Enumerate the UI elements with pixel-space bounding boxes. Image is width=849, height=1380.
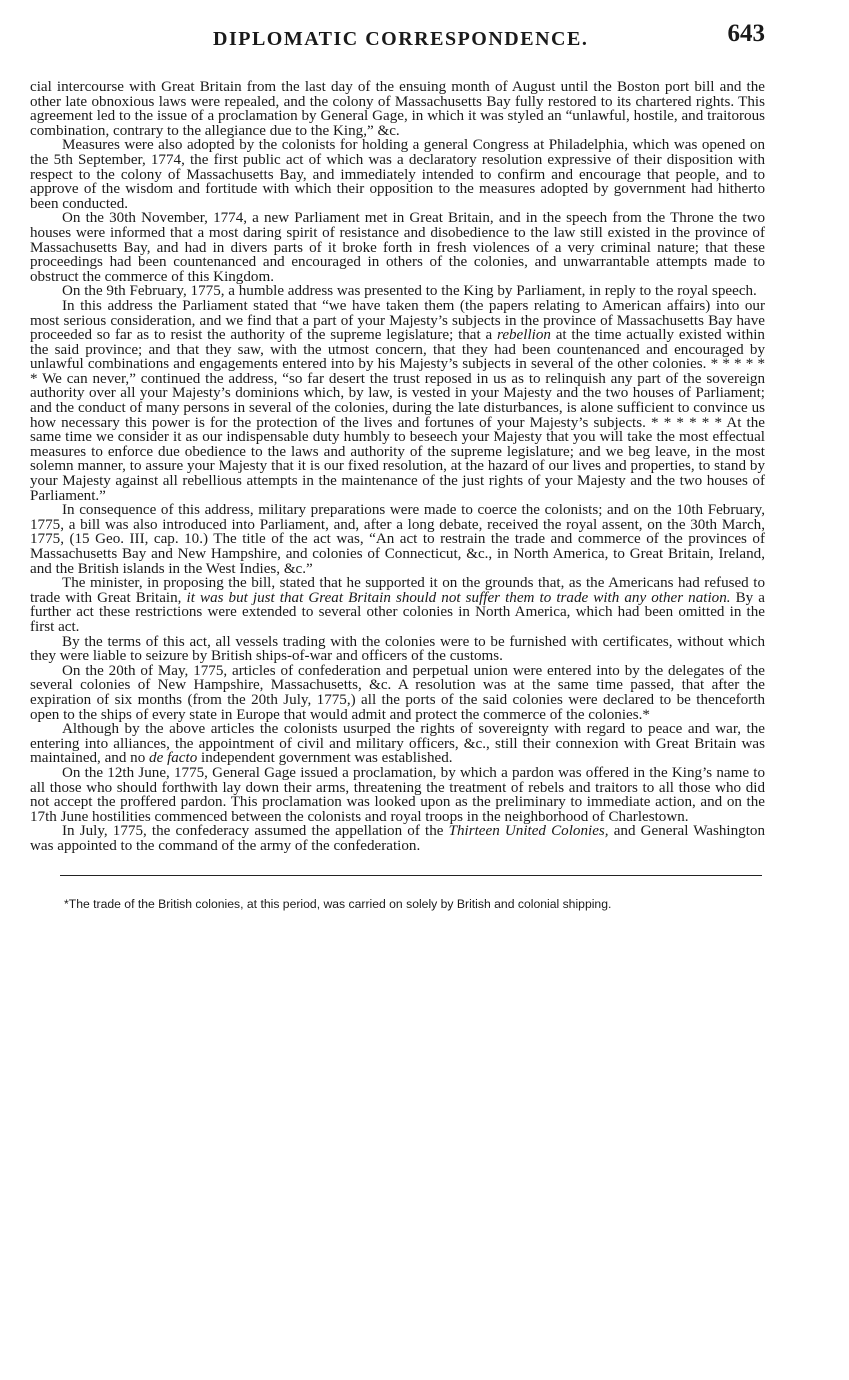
text-run: In this address the Parliament stated that “we have taken them (the papers relating to American affairs) into our most serious consideration, and we find that a part of your Majesty’s subjects in the province of Massachusetts Bay have proceeded so far as to resist the authority of the supreme legislature; that a (30, 297, 765, 344)
text-run: By a further act these restrictions were extended to several other colonies in North America, which had been omitted in the first act. (30, 589, 765, 635)
body-paragraph (30, 635, 765, 664)
footnote: *The trade of the British colonies, at this period, was carried on solely by British and colonial shipping. (64, 897, 612, 912)
italic-text: de facto (149, 750, 198, 767)
text-run: The minister, in proposing the bill, stated that he supported it on the grounds that, as the Americans had refused to trade with Great Britain, (30, 575, 765, 606)
text-run: On the 30th November, 1774, a new Parliament met in Great Britain, and in the speech from the Throne the two houses were informed that a most daring spirit of resistance and disobedience to the law still existed in the province of Massachusetts Bay, and had in divers parts of it broke forth in fresh violences of a very criminal nature; that these proceedings had been countenanced and encouraged in others of the colonies, and unwarrantable attempts made to obstruct the commerce of this Kingdom. (30, 210, 765, 285)
body-paragraph (30, 664, 765, 722)
body-paragraph (30, 722, 765, 766)
italic-text: it was but just that Great Britain should not suffer them to trade with any other nation. (186, 589, 731, 606)
text-run: independent government was established. (197, 750, 453, 767)
text-run: In July, 1775, the confederacy assumed the appellation of the (62, 823, 449, 840)
body-paragraph (30, 80, 765, 138)
text-run: Although by the above articles the colonists usurped the rights of sovereignty with regard to peace and war, the entering into alliances, the appointment of civil and military officers, &c., still their connexion with Great Britain was maintained, and no (30, 721, 765, 767)
text-run: at the time actually existed within the said province; and that they saw, with the utmost concern, that they had been countenanced and encouraged by unlawful combinations and engagements entered into by his Majesty’s subjects in several of the other colonies. * * * * * * We can never,” continued the address, “so far desert the trust reposed in us as to relinquish any part of the sovereign authority over all your Majesty’s dominions which, by law, is vested in your Majesty and the two houses of Parliament; and the conduct of many persons in several of the colonies, during the late disturbances, is alone sufficient to convince us how necessary this power is for the protection of the lives and fortunes of your Majesty’s subjects. * * * * * * At the same time we consider it as our indispensable duty humbly to beseech your Majesty that you will take the most effectual measures to enforce due obedience to the laws and authority of the supreme legislature; and we beg leave, in the most solemn manner, to assure your Majesty that it is our fixed resolution, at the hazard of our lives and properties, to stand by your Majesty against all rebellious attempts in the maintenance of the just rights of your Majesty and the two houses of Parliament.” (30, 327, 765, 504)
running-title: DIPLOMATIC CORRESPONDENCE. (213, 28, 589, 50)
text-run: On the 12th June, 1775, General Gage issued a proclamation, by which a pardon was offered in the King’s name to all those who should forthwith lay down their arms, threatening the treatment of rebels and traitors to all those who did not accept the proffered pardon. This proclamation was looked upon as the preliminary to immediate action, and on the 17th June hostilities commenced between the colonists and royal troops in the neighborhood of Charlestown. (30, 764, 765, 825)
footnote-rule (60, 875, 762, 876)
text-run: cial intercourse with Great Britain from the last day of the ensuing month of August until the Boston port bill and the other late obnoxious laws were repealed, and the colony of Massachusetts Bay fully restored to its chartered rights. This agreement led to the issue of a proclamation by General Gage, in which it was styled an “unlawful, hostile, and traitorous combination, contrary to the allegiance due to the King,” &c. (30, 79, 765, 139)
body-paragraph (30, 284, 765, 299)
text-run: In consequence of this address, military preparations were made to coerce the colonists; and on the 10th February, 1775, a bill was also introduced into Parliament, and, after a long debate, received the royal assent, on the 30th March, 1775, (15 Geo. III, cap. 10.) The title of the act was, “An act to restrain the trade and commerce of the provinces of Massachusetts Bay and New Hampshire, and colonies of Connecticut, &c., in North America, to Great Britain, Ireland, and the British islands in the West Indies, &c.” (30, 502, 765, 577)
text-run: On the 20th of May, 1775, articles of confederation and perpetual union were entered into by the delegates of the several colonies of New Hampshire, Massachusetts, &c. A resolution was at the same time passed, that after the expiration of six months (from the 20th July, 1775,) all the ports of the said colonies were declared to be thenceforth open to the ships of every state in Europe that would admit and protect the commerce of the colonies.* (30, 662, 765, 723)
page-number: 643 (727, 20, 765, 47)
body-paragraph (30, 299, 765, 503)
italic-text: rebellion (497, 327, 551, 344)
italic-text: Thirteen United Colonies, (448, 823, 609, 840)
text-run: and General Washington was appointed to the command of the army of the confederation. (30, 823, 766, 854)
text-run: On the 9th February, 1775, a humble address was presented to the King by Parliament, in reply to the royal speech. (62, 283, 757, 300)
text-run: Measures were also adopted by the colonists for holding a general Congress at Philadelphia, which was opened on the 5th September, 1774, the first public act of which was a declaratory resolution expressive of their disposition with respect to the colony of Massachusetts Bay, and immediately intended to confirm and encourage that people, and to approve of the wisdom and fortitude with which their opposition to the measures adopted by government had hitherto been conducted. (30, 137, 765, 212)
body-paragraph (30, 138, 765, 211)
body-paragraph (30, 503, 765, 576)
body-paragraph (30, 766, 765, 824)
text-run: By the terms of this act, all vessels trading with the colonies were to be furnished with certificates, without which they were liable to seizure by British ships-of-war and officers of the customs. (30, 633, 765, 665)
body-paragraph (30, 211, 765, 284)
running-head (30, 14, 765, 58)
body-text (30, 80, 765, 853)
body-paragraph (30, 824, 765, 853)
body-paragraph (30, 576, 765, 634)
